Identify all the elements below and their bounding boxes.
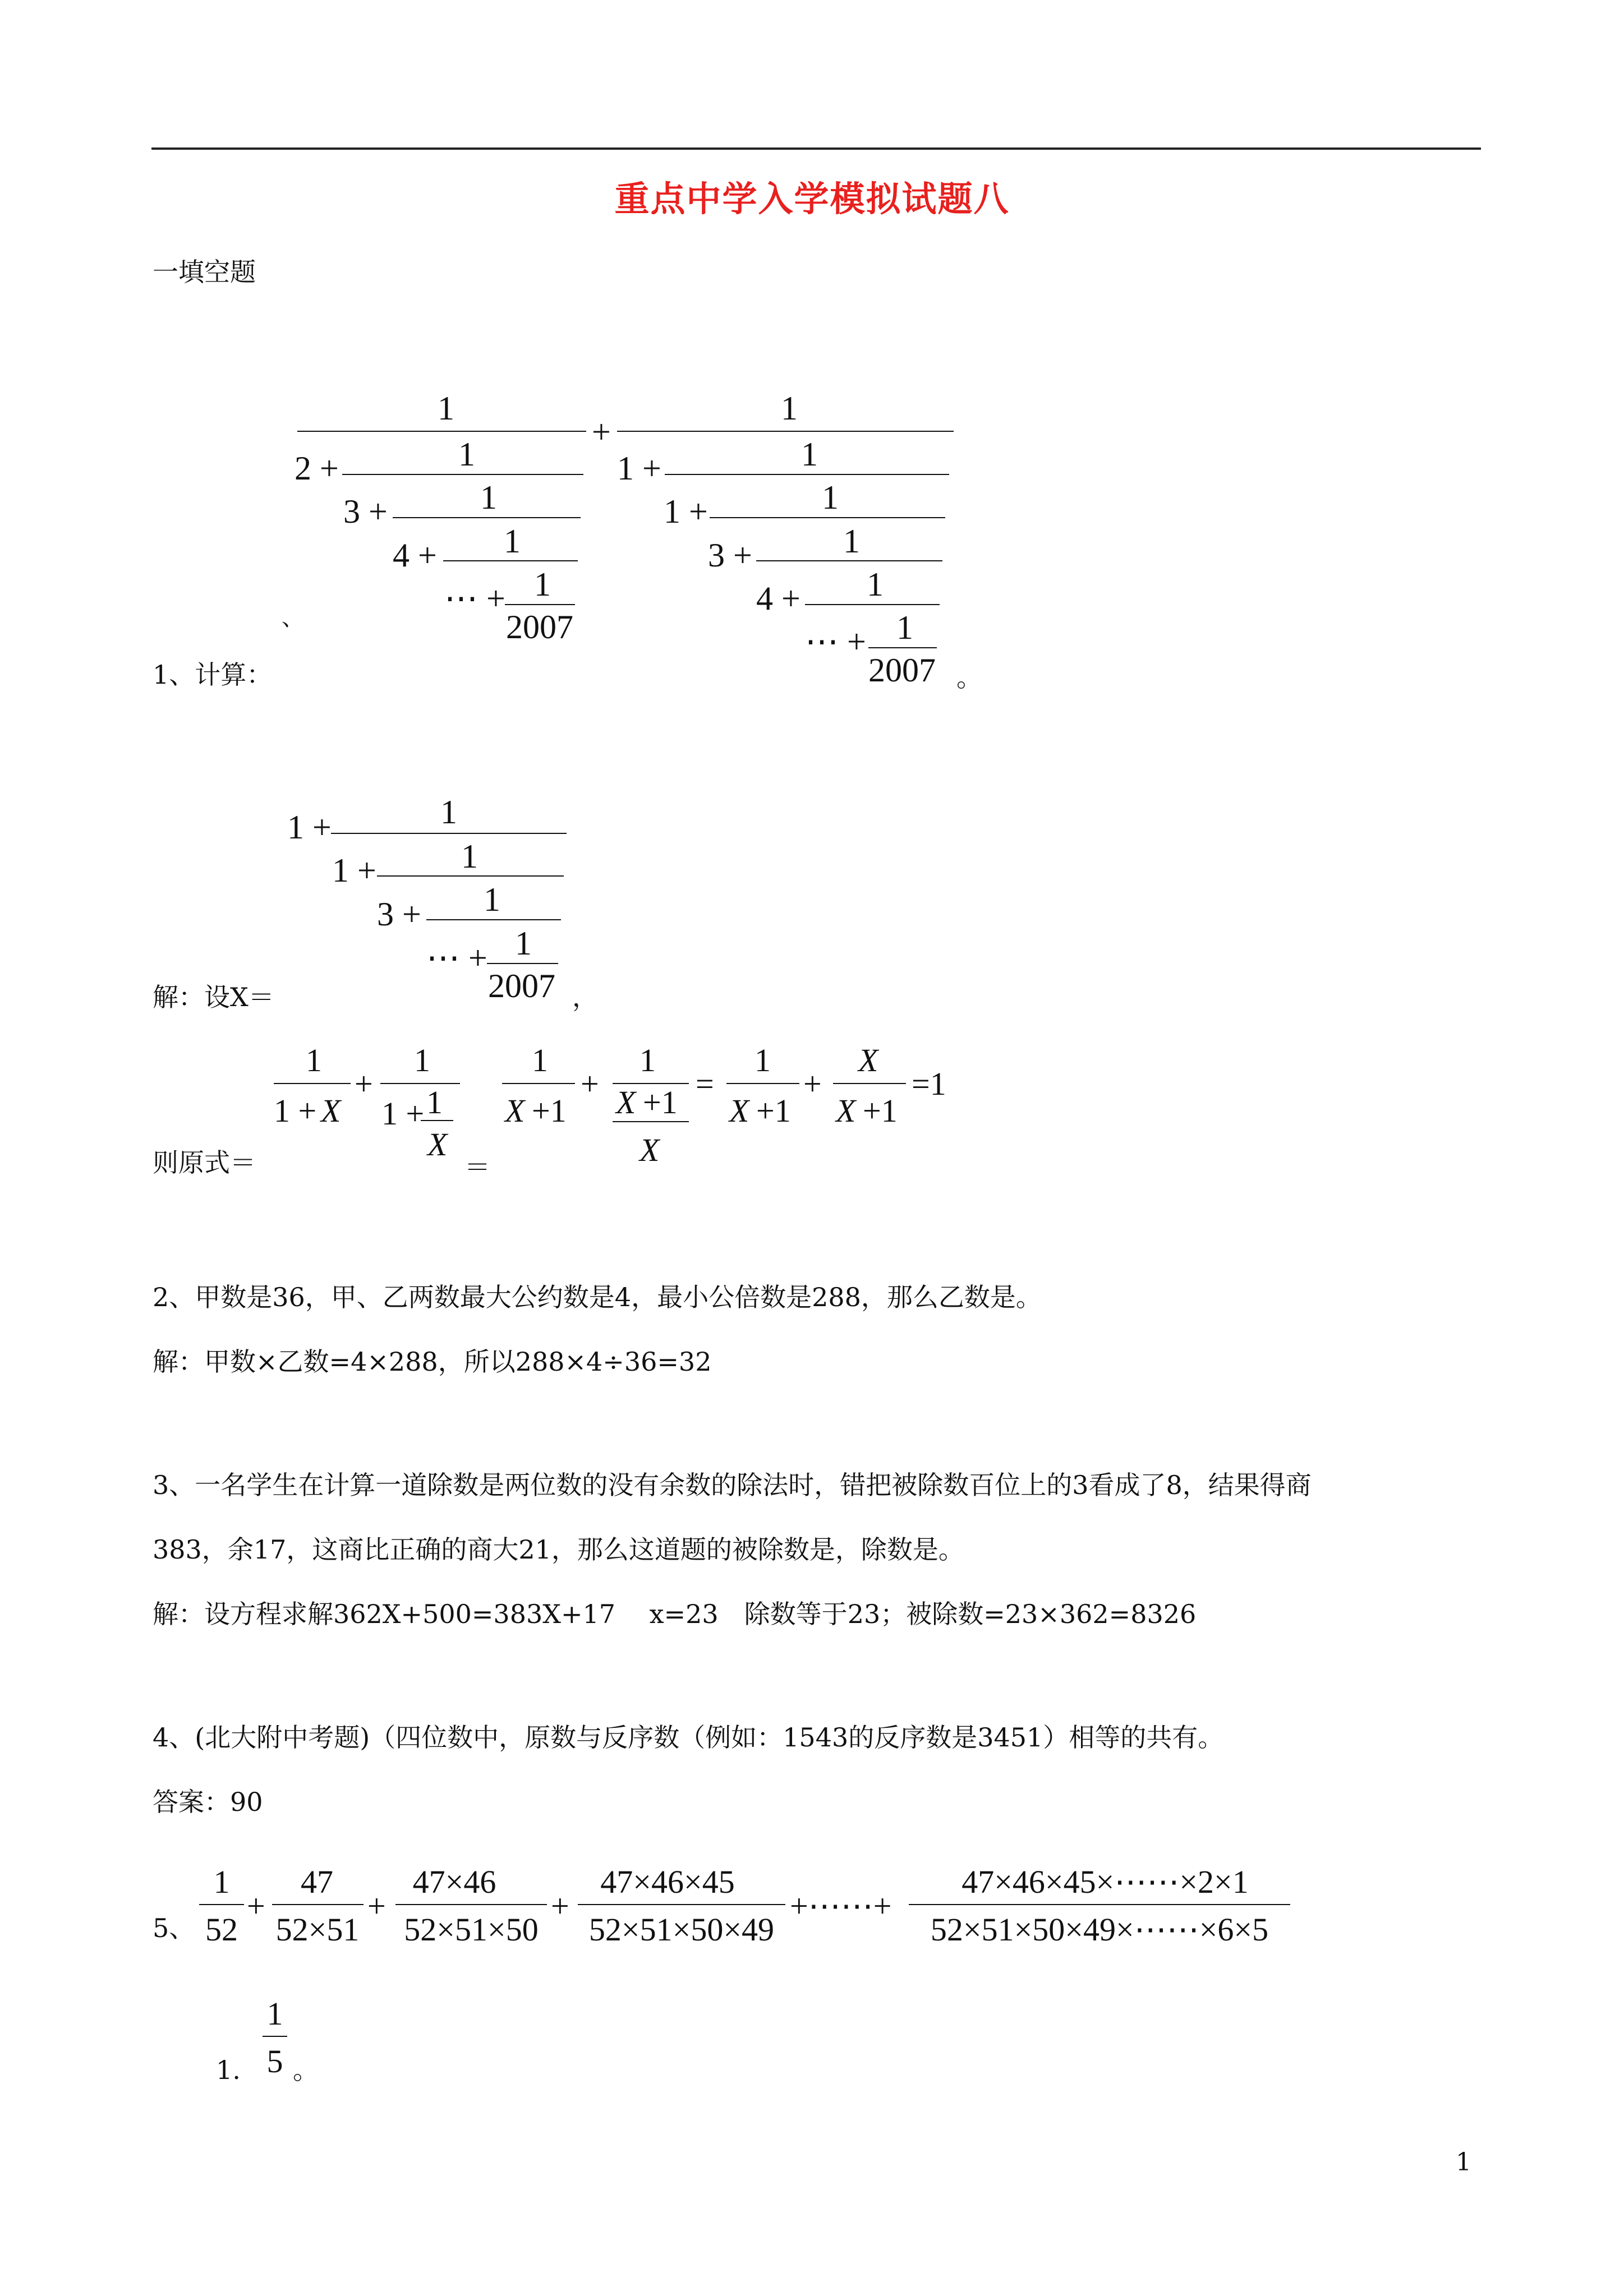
cf-term: 1 + bbox=[332, 852, 376, 889]
eq-num: 1 bbox=[306, 1042, 322, 1078]
q5-answer-den: 5 bbox=[266, 2043, 283, 2080]
cf-term: 1 + bbox=[617, 450, 661, 487]
eq-num: 1 bbox=[755, 1042, 771, 1078]
cf-num: 1 bbox=[461, 838, 478, 875]
cf-term: 2 + bbox=[295, 450, 339, 487]
q5-term-num: 47 bbox=[301, 1864, 333, 1900]
q5-term-den: 52×51×50×49×⋯⋯×6×5 bbox=[930, 1911, 1269, 1948]
section-heading: 一填空题 bbox=[153, 257, 256, 287]
cf-term: ⋯ + bbox=[444, 580, 505, 617]
eq-equals: = bbox=[696, 1066, 714, 1102]
cf-num: 1 bbox=[843, 523, 860, 560]
q5-term-num: 47×46 bbox=[412, 1864, 496, 1900]
cf-term: ⋯ + bbox=[426, 939, 487, 976]
cf-num: 1 bbox=[534, 566, 551, 603]
right-continued-fraction bbox=[617, 390, 954, 689]
eq-plus: + bbox=[355, 1066, 373, 1102]
tick-mark: 、 bbox=[282, 605, 304, 630]
cf-num: 1 bbox=[896, 609, 913, 646]
eq-var: X bbox=[729, 1092, 749, 1129]
eq-plus: + bbox=[803, 1066, 822, 1102]
q5-formula bbox=[0, 1851, 1624, 1963]
q5-term-den: 52×51 bbox=[275, 1911, 360, 1948]
eq-var: X bbox=[505, 1092, 525, 1129]
q4-question: 4、(北大附中考题)（四位数中，原数与反序数（例如：1543的反序数是3451）相等的共有。 bbox=[153, 1722, 1224, 1753]
q5-term-den: 52 bbox=[205, 1911, 238, 1948]
q5-term-num: 1 bbox=[213, 1864, 230, 1900]
eq-var: X bbox=[616, 1084, 636, 1121]
x-def-comma: ， bbox=[572, 982, 598, 1012]
cf-term: ⋯ + bbox=[805, 623, 866, 660]
cf-term: 1 + bbox=[287, 809, 332, 846]
q1-formula bbox=[0, 0, 1624, 729]
eq-den: +1 bbox=[756, 1092, 791, 1129]
eq-den: 1 + bbox=[381, 1095, 425, 1132]
cf-num: 1 bbox=[504, 523, 521, 560]
q5-term-num: 47×46×45×⋯⋯×2×1 bbox=[961, 1864, 1249, 1900]
q5-term-den: 52×51×50 bbox=[404, 1911, 539, 1948]
q5-dots: +⋯⋯+ bbox=[790, 1888, 892, 1924]
cf-term: 4 + bbox=[393, 537, 437, 574]
cf-den: 2007 bbox=[488, 967, 555, 1004]
cf-num: 1 bbox=[440, 794, 457, 831]
cf-num: 1 bbox=[484, 881, 500, 918]
plus-sign: + bbox=[592, 413, 611, 450]
eq-den-var: X bbox=[321, 1092, 341, 1129]
eq-var: X bbox=[836, 1092, 856, 1129]
q5-answer-num: 1 bbox=[266, 1995, 283, 2032]
q5-answer-label: 1. bbox=[216, 2055, 241, 2085]
eq-num: 1 bbox=[640, 1042, 656, 1078]
q5-plus: + bbox=[247, 1888, 265, 1924]
eq-var: X bbox=[640, 1132, 660, 1168]
cf-den: 2007 bbox=[868, 652, 936, 689]
left-continued-fraction bbox=[295, 390, 586, 646]
q2-solution: 解：甲数×乙数=4×288，所以288×4÷36=32 bbox=[153, 1347, 712, 1377]
q2-question: 2、甲数是36，甲、乙两数最大公约数是4，最小公倍数是288，那么乙数是。 bbox=[153, 1282, 1042, 1312]
page-number: 1 bbox=[1456, 2148, 1471, 2177]
q1-solution-label: 解：设X＝ bbox=[153, 982, 274, 1012]
cf-term: 1 + bbox=[664, 493, 708, 530]
eq-result: =1 bbox=[912, 1066, 946, 1102]
page-title: 重点中学入学模拟试题八 bbox=[614, 178, 1010, 219]
cf-num: 1 bbox=[801, 436, 818, 473]
q5-term-num: 47×46×45 bbox=[600, 1864, 735, 1900]
cf-num: 1 bbox=[867, 566, 884, 603]
q5-label: 5、 bbox=[153, 1913, 195, 1943]
eq-den: +1 bbox=[863, 1092, 898, 1129]
cf-num: 1 bbox=[438, 390, 454, 427]
q3-solution: 解：设方程求解362X+500=383X+17 x=23 除数等于23；被除数=23×362=8326 bbox=[153, 1599, 1197, 1629]
q5-answer-end: 。 bbox=[293, 2055, 319, 2085]
q1-result-label: 则原式＝ bbox=[153, 1147, 256, 1178]
q3-line1: 3、一名学生在计算一道除数是两位数的没有余数的除法时，错把被除数百位上的3看成了8，结果得商 bbox=[153, 1470, 1312, 1500]
eq-plus: + bbox=[581, 1066, 599, 1102]
q4-answer: 答案：90 bbox=[153, 1787, 263, 1817]
cf-term: 4 + bbox=[756, 580, 801, 617]
cf-num: 1 bbox=[822, 479, 839, 516]
eq-num: 1 bbox=[532, 1042, 548, 1078]
q1-label: 1、计算： bbox=[153, 660, 273, 690]
q5-plus: + bbox=[551, 1888, 569, 1924]
q3-line2: 383，余17，这商比正确的商大21，那么这道题的被除数是，除数是。 bbox=[153, 1534, 964, 1565]
eq-den: 1 + bbox=[274, 1092, 317, 1129]
q5-answer-fraction bbox=[252, 1988, 297, 2083]
eq-num: 1 bbox=[414, 1042, 430, 1078]
q5-plus: + bbox=[367, 1888, 386, 1924]
cf-num: 1 bbox=[458, 436, 475, 473]
cf-num: 1 bbox=[480, 479, 497, 516]
eq-sub: +1 bbox=[643, 1084, 678, 1121]
q5-term-den: 52×51×50×49 bbox=[588, 1911, 775, 1948]
q1-eq-mid: ＝ bbox=[464, 1152, 490, 1182]
eq-sub-den: X bbox=[427, 1126, 448, 1163]
cf-num: 1 bbox=[781, 390, 798, 427]
eq-sub-num: 1 bbox=[426, 1084, 443, 1121]
cf-term: 3 + bbox=[377, 896, 421, 933]
eq-den: +1 bbox=[532, 1092, 567, 1129]
q1-end-mark: 。 bbox=[956, 662, 982, 693]
cf-term: 3 + bbox=[343, 493, 388, 530]
cf-term: 3 + bbox=[708, 537, 752, 574]
cf-num: 1 bbox=[515, 925, 532, 962]
eq-num-var: X bbox=[858, 1042, 878, 1078]
cf-den: 2007 bbox=[506, 608, 573, 646]
